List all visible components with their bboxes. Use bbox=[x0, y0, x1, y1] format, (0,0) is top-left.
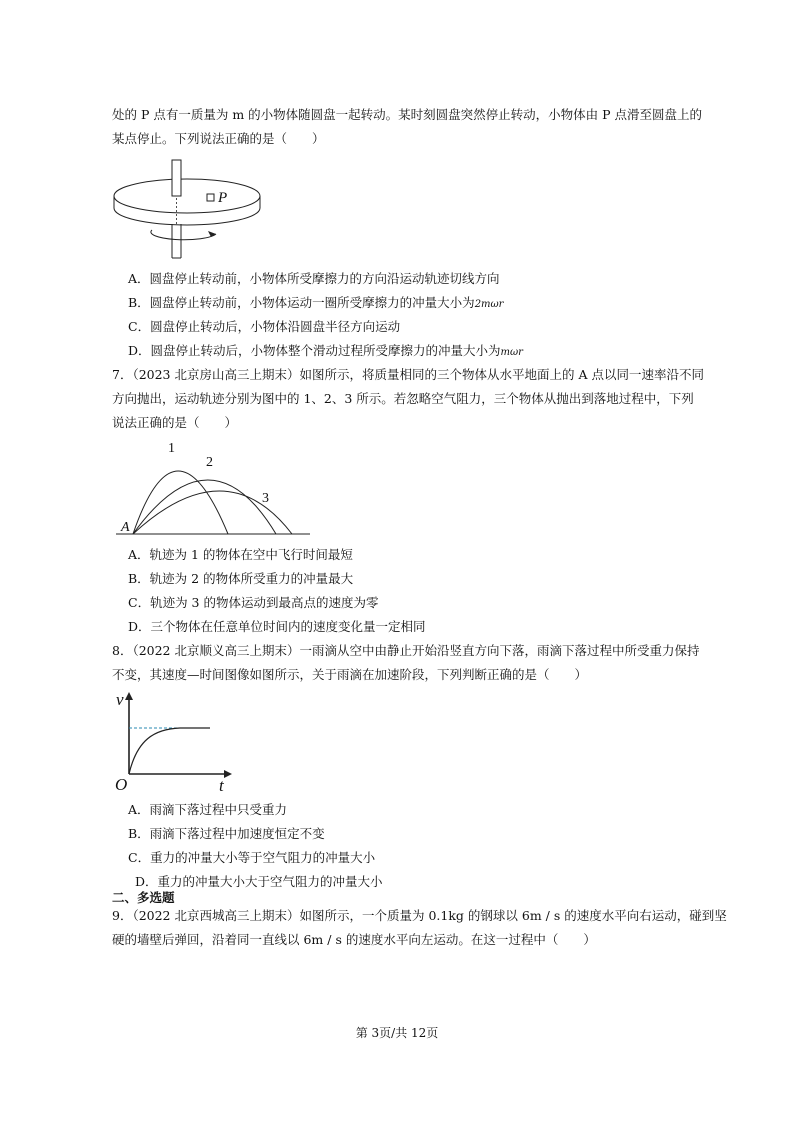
q9-text-line-2: 硬的墙壁后弹回，沿着同一直线以 6m / s 的速度水平向左运动。在这一过程中（ ） bbox=[112, 932, 596, 947]
q6-option-a: A．圆盘停止转动前，小物体所受摩擦力的方向沿运动轨迹切线方向 bbox=[128, 271, 500, 286]
trajectory-3-label: 3 bbox=[262, 491, 269, 506]
q9-text-line-1: 9．（2022 北京西城高三上期末）如图所示，一个质量为 0.1kg 的钢球以 6m / s 的速度水平向右运动，碰到坚 bbox=[112, 908, 727, 923]
q8-text-line-2: 不变，其速度—时间图像如图所示，关于雨滴在加速阶段，下列判断正确的是（ ） bbox=[112, 667, 588, 682]
rotating-disk-figure bbox=[112, 158, 262, 263]
q7-option-d: D．三个物体在任意单位时间内的速度变化量一定相同 bbox=[128, 619, 426, 634]
axis-t-label: t bbox=[219, 776, 224, 793]
q8-option-a: A．雨滴下落过程中只受重力 bbox=[128, 802, 288, 817]
section-heading-multiple-choice: 二、多选题 bbox=[112, 890, 175, 905]
q7-text-line-3: 说法正确的是（ ） bbox=[112, 415, 238, 430]
q6-text-line-1: 处的 P 点有一质量为 m 的小物体随圆盘一起转动。某时刻圆盘突然停止转动，小物体由 P 点滑至圆盘上的 bbox=[112, 107, 703, 122]
page-number-footer: 第 3页/共 12页 bbox=[355, 1026, 439, 1040]
q7-text-line-2: 方向抛出，运动轨迹分别为图中的 1、2、3 所示。若忽略空气阻力，三个物体从抛出到落地过程中，下列 bbox=[112, 391, 694, 406]
axis-v-label: v bbox=[116, 690, 124, 709]
velocity-time-graph-figure bbox=[112, 688, 237, 793]
q6-option-b: B．圆盘停止转动前，小物体运动一圈所受摩擦力的冲量大小为2mωr bbox=[128, 295, 504, 310]
point-a-label: A bbox=[121, 520, 130, 535]
q6-text-line-2: 某点停止。下列说法正确的是（ ） bbox=[112, 131, 325, 146]
origin-o-label: O bbox=[115, 775, 128, 793]
trajectory-2-label: 2 bbox=[206, 455, 213, 470]
q6-option-b-math: 2mωr bbox=[474, 299, 504, 310]
trajectory-1-label: 1 bbox=[168, 441, 175, 456]
q7-option-c: C．轨迹为 3 的物体运动到最高点的速度为零 bbox=[128, 595, 379, 610]
q8-option-d: D．重力的冲量大小大于空气阻力的冲量大小 bbox=[135, 874, 383, 889]
point-p-label: P bbox=[218, 190, 228, 206]
projectile-trajectories-figure bbox=[116, 438, 312, 542]
q6-option-c: C．圆盘停止转动后，小物体沿圆盘半径方向运动 bbox=[128, 319, 401, 334]
q7-option-a: A．轨迹为 1 的物体在空中飞行时间最短 bbox=[128, 547, 353, 562]
q6-option-d-math: mωr bbox=[500, 347, 523, 358]
q8-option-c: C．重力的冲量大小等于空气阻力的冲量大小 bbox=[128, 850, 376, 865]
q8-option-b: B．雨滴下落过程中加速度恒定不变 bbox=[128, 826, 325, 841]
q6-option-d: D．圆盘停止转动后，小物体整个滑动过程所受摩擦力的冲量大小为mωr bbox=[128, 343, 523, 358]
q7-text-line-1: 7．（2023 北京房山高三上期末）如图所示，将质量相同的三个物体从水平地面上的 A 点以同一速率沿不同 bbox=[112, 367, 704, 382]
q7-option-b: B．轨迹为 2 的物体所受重力的冲量最大 bbox=[128, 571, 354, 586]
q8-text-line-1: 8．（2022 北京顺义高三上期末）一雨滴从空中由静止开始沿竖直方向下落，雨滴下落过程中所受重力保持 bbox=[112, 643, 700, 658]
